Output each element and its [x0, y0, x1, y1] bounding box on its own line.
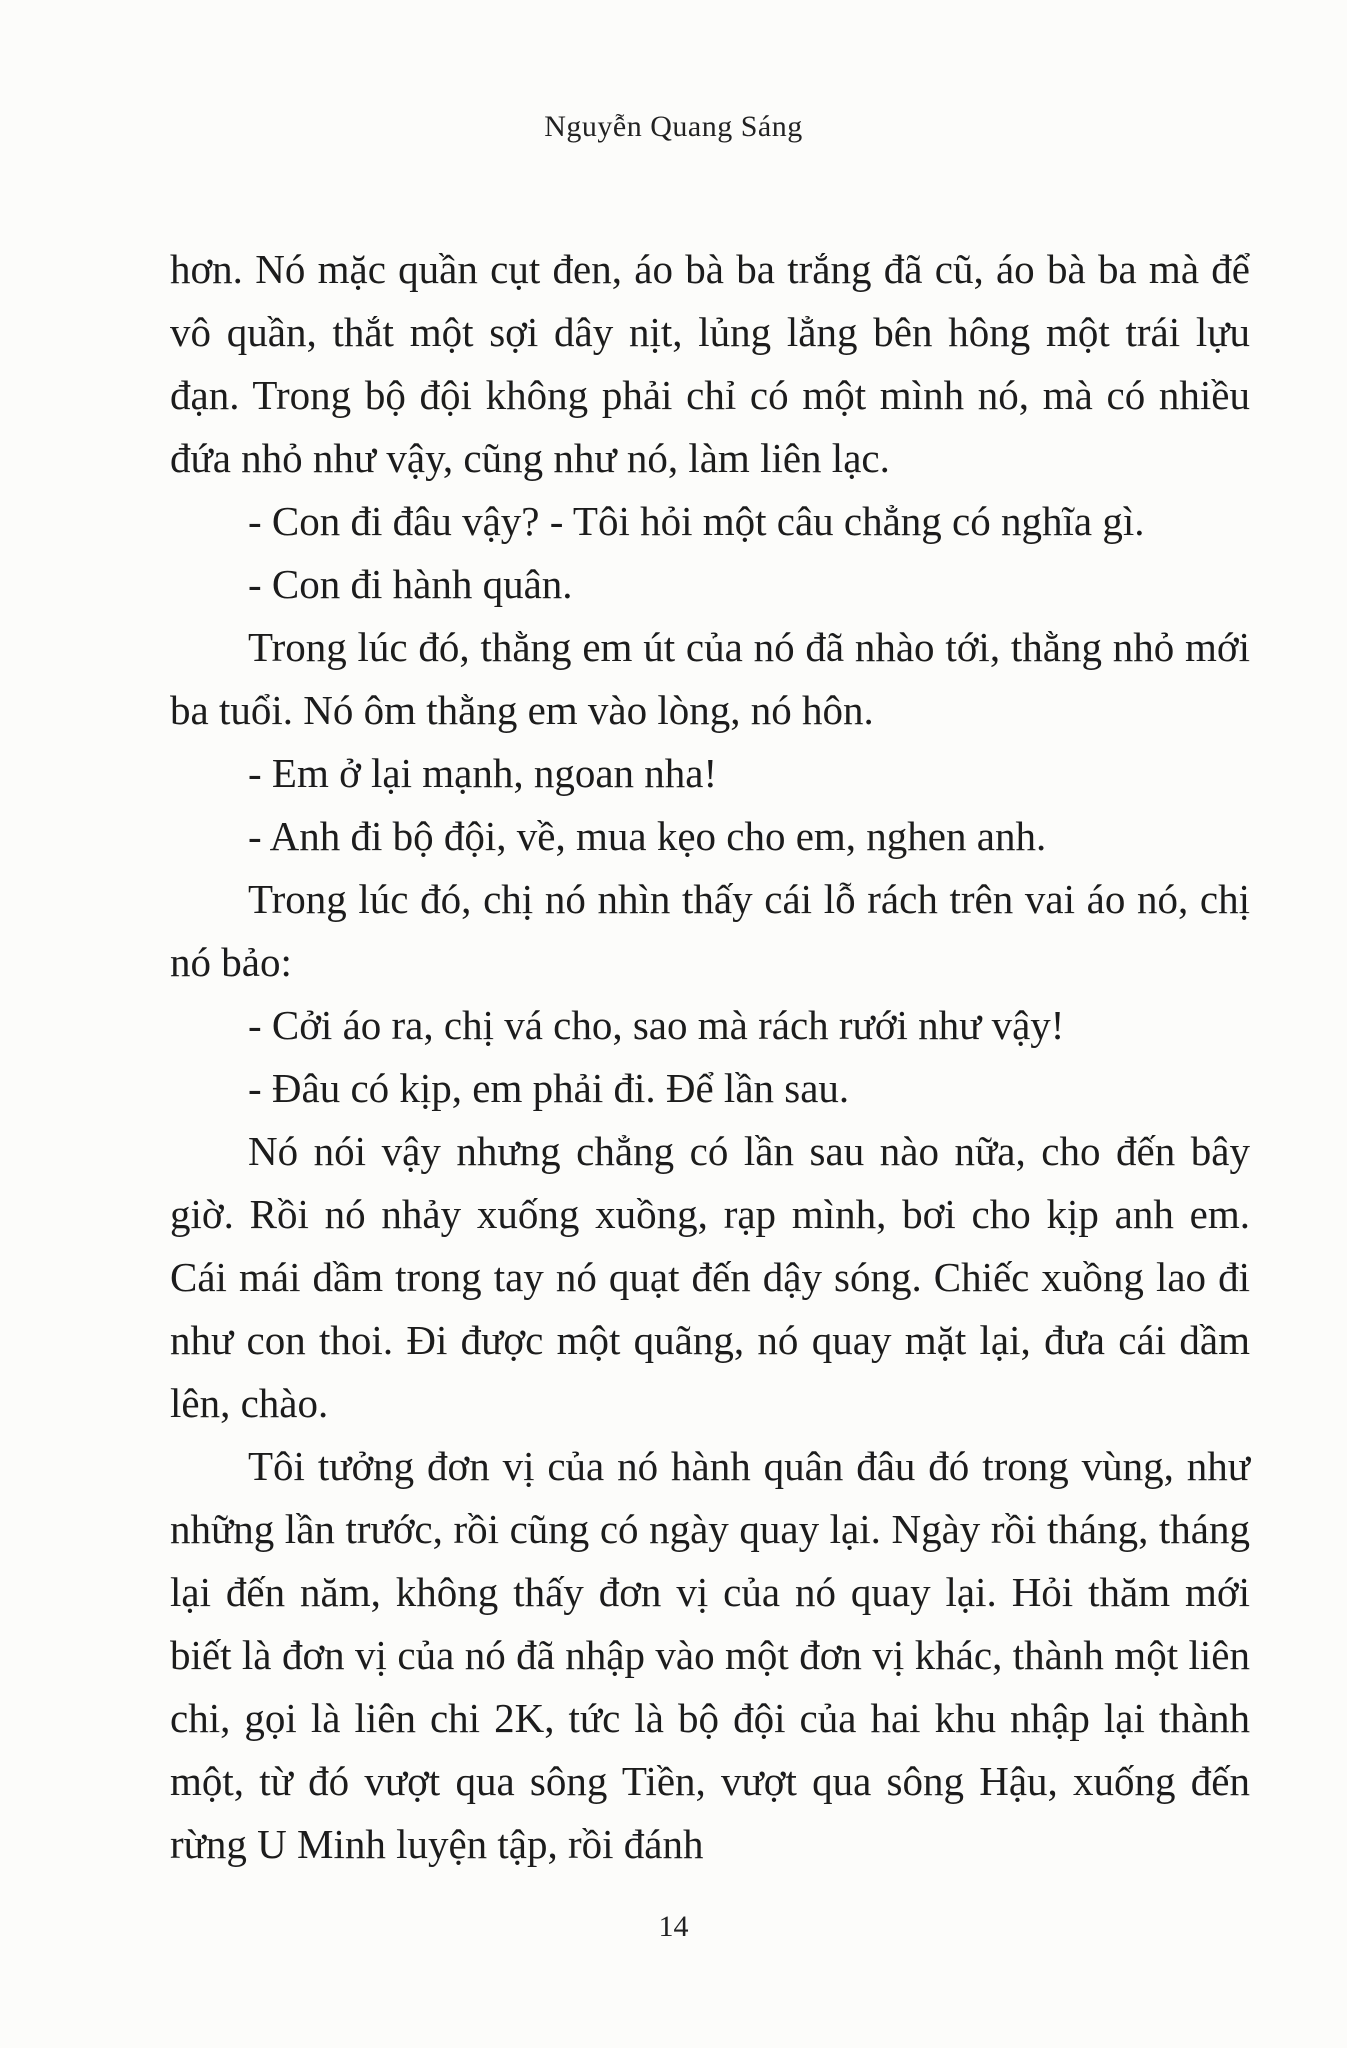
paragraph: - Con đi đâu vậy? - Tôi hỏi một câu chẳng có nghĩa gì. — [248, 498, 1145, 544]
paragraph: Trong lúc đó, chị nó nhìn thấy cái lỗ rách trên vai áo nó, chị nó bảo: — [170, 876, 1250, 985]
paragraph: - Anh đi bộ đội, về, mua kẹo cho em, nghen anh. — [248, 813, 1047, 859]
paragraph: Tôi tưởng đơn vị của nó hành quân đâu đó trong vùng, như những lần trước, rồi cũng có ngày quay lại. Ngày rồi tháng, tháng lại đến năm, không thấy đơn vị của nó quay lại. Hỏi thăm mới biết là đơn vị của nó đã nhập vào một đơn vị khác, thành một liên chi, gọi là liên chi 2K, tức là bộ đội của hai khu nhập lại thành một, từ đó vượt qua sông Tiền, vượt qua sông Hậu, xuống đến rừng U Minh luyện tập, rồi đánh — [170, 1443, 1250, 1867]
paragraph: - Con đi hành quân. — [248, 561, 573, 607]
paragraph: Trong lúc đó, thằng em út của nó đã nhào tới, thằng nhỏ mới ba tuổi. Nó ôm thằng em vào lòng, nó hôn. — [170, 624, 1250, 733]
page-number: 14 — [658, 1910, 689, 1943]
paragraph: - Em ở lại mạnh, ngoan nha! — [248, 750, 718, 796]
paragraph: hơn. Nó mặc quần cụt đen, áo bà ba trắng đã cũ, áo bà ba mà để vô quần, thắt một sợi dây nịt, lủng lẳng bên hông một trái lựu đạn. Trong bộ đội không phải chỉ có một mình nó, mà có nhiều đứa nhỏ như vậy, cũng như nó, làm liên lạc. — [170, 246, 1250, 481]
paragraph: - Cởi áo ra, chị vá cho, sao mà rách rưới như vậy! — [248, 1002, 1065, 1048]
paragraph: Nó nói vậy nhưng chẳng có lần sau nào nữa, cho đến bây giờ. Rồi nó nhảy xuống xuồng, rạp mình, bơi cho kịp anh em. Cái mái dầm trong tay nó quạt đến dậy sóng. Chiếc xuồng lao đi như con thoi. Đi được một quãng, nó quay mặt lại, đưa cái dầm lên, chào. — [170, 1128, 1250, 1426]
running-head-author: Nguyễn Quang Sáng — [544, 110, 803, 143]
body-text — [170, 238, 1250, 1876]
paragraph: - Đâu có kịp, em phải đi. Để lần sau. — [248, 1065, 850, 1111]
